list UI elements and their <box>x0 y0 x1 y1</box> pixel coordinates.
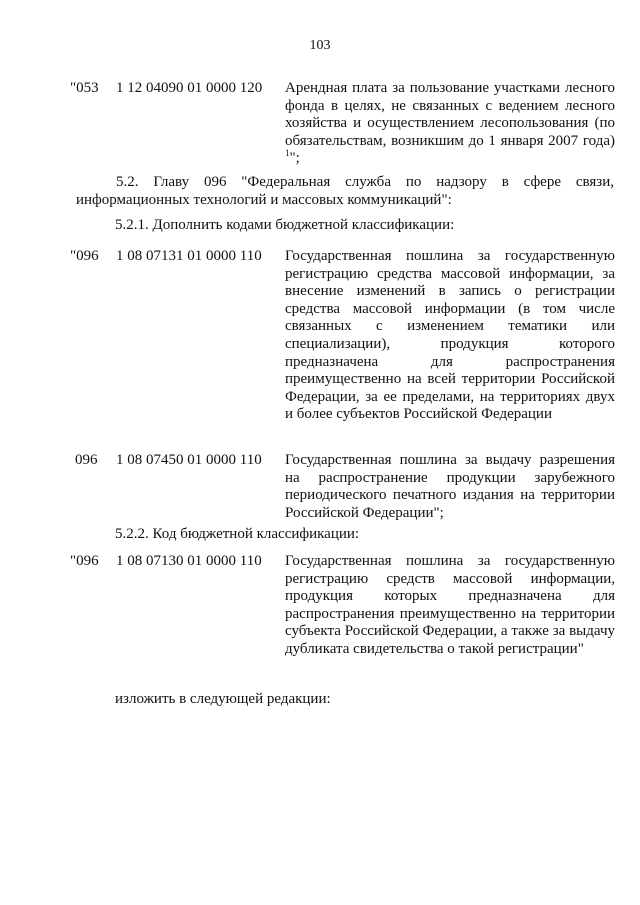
section-5-2-2: 5.2.2. Код бюджетной классификации: <box>115 526 360 542</box>
closing-line: изложить в следующей редакции: <box>115 691 331 707</box>
code-description: Государственная пошлина за выдачу разрешения на распространение продукции зарубежного периодического печатного издания на территории Российской Федерации"; <box>285 452 615 521</box>
budget-code: 1 08 07130 01 0000 110 <box>116 553 262 569</box>
chapter-code: "053 <box>70 80 99 96</box>
code-column <box>70 248 275 266</box>
budget-code-entry-053 <box>70 80 615 170</box>
section-5-2: 5.2. Главу 096 "Федеральная служба по надзору в сфере связи, информационных технологий и массовых коммуникаций": <box>76 174 614 208</box>
description-text: Арендная плата за пользование участками лесного фонда в целях, не связанных с ведением лесного хозяйства и осуществлением лесопользования (по обязательствам, возникшим до 1 января 2007 года) <box>285 80 615 149</box>
code-column <box>70 452 275 470</box>
description-end: "; <box>289 150 300 167</box>
code-description: Государственная пошлина за государственную регистрацию средств массовой информации, продукция которых предназначена для распространения преимущественно на территории субъекта Российской Федерации, а также за выдачу дубликата свидетельства о такой регистрации" <box>285 553 615 657</box>
budget-code-entry-096-registration <box>70 248 615 438</box>
page-number: 103 <box>309 38 331 53</box>
budget-code-entry-096-permit <box>70 452 615 522</box>
code-description <box>285 80 615 168</box>
code-column <box>70 553 275 571</box>
chapter-code: 096 <box>75 452 98 468</box>
chapter-code: "096 <box>70 553 99 569</box>
section-5-2-1: 5.2.1. Дополнить кодами бюджетной классификации: <box>115 217 455 233</box>
code-description: Государственная пошлина за государственную регистрацию средства массовой информации, за внесение изменений в запись о регистрации средства массовой информации (в том числе связанных с изменением тематики или специализации), продукция которого предназначена для распространения преимущественно на всей территории Российской Федерации, за ее пределами, на территориях двух и более субъектов Российской Федерации <box>285 248 615 423</box>
budget-code: 1 08 07131 01 0000 110 <box>116 248 262 264</box>
budget-code: 1 12 04090 01 0000 120 <box>116 80 263 96</box>
footnote-mark: 1 <box>285 148 290 159</box>
budget-code-entry-096-regional <box>70 553 615 678</box>
chapter-code: "096 <box>70 248 99 264</box>
code-column <box>70 80 275 98</box>
budget-code: 1 08 07450 01 0000 110 <box>116 452 262 468</box>
